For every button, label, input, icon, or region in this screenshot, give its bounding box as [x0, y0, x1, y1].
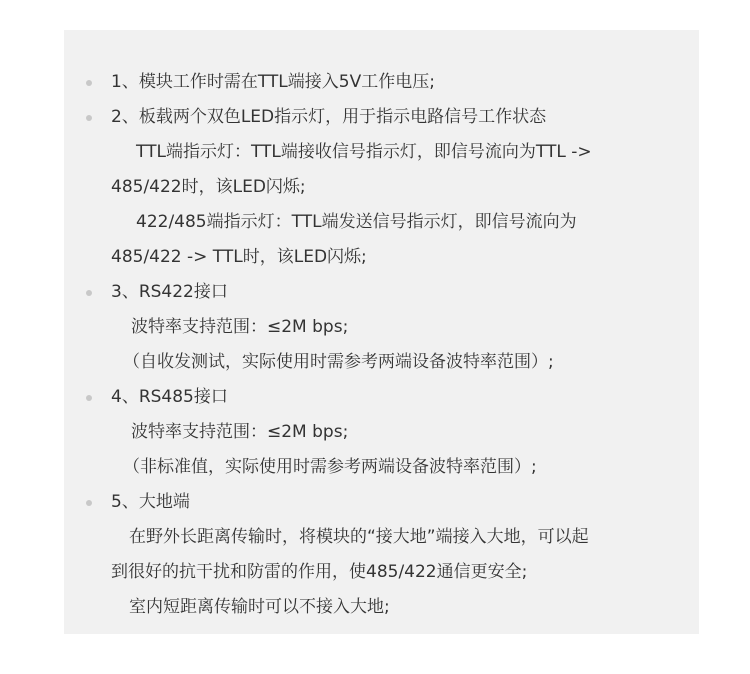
list-item-text: 485/422 -> TTL时，该LED闪烁; [111, 247, 367, 267]
list-item-text: 室内短距离传输时可以不接入大地; [129, 597, 390, 617]
list-item-heading: 2、板载两个双色LED指示灯，用于指示电路信号工作状态 [111, 107, 547, 127]
list-item-heading: 3、RS422接口 [111, 282, 228, 302]
list-item-power [64, 65, 699, 100]
bullet-icon [86, 500, 92, 506]
list-item-text: （自收发测试，实际使用时需参考两端设备波特率范围）; [123, 352, 554, 372]
list-item-text: 在野外长距离传输时，将模块的“接大地”端接入大地，可以起 [129, 527, 589, 547]
list-item-text: （非标准值，实际使用时需参考两端设备波特率范围）; [123, 457, 537, 477]
list-item-ground [64, 485, 699, 625]
list-item-text: 485/422时，该LED闪烁; [111, 177, 306, 197]
list-item-led [64, 100, 699, 275]
spec-notes-list [64, 72, 699, 625]
list-item-text: 波特率支持范围：≤2M bps; [131, 317, 349, 337]
bullet-icon [86, 290, 92, 296]
list-item-rs422 [64, 275, 699, 380]
list-item-text: 波特率支持范围：≤2M bps; [131, 422, 349, 442]
list-item-text: TTL端指示灯：TTL端接收信号指示灯，即信号流向为TTL -> [136, 142, 592, 162]
list-item-text: 到很好的抗干扰和防雷的作用，使485/422通信更安全; [111, 562, 528, 582]
bullet-icon [86, 80, 92, 86]
spec-notes-panel [64, 30, 699, 634]
list-item-heading: 4、RS485接口 [111, 387, 228, 407]
list-item-text: 422/485端指示灯：TTL端发送信号指示灯，即信号流向为 [136, 212, 577, 232]
list-item-rs485 [64, 380, 699, 485]
bullet-icon [86, 115, 92, 121]
bullet-icon [86, 395, 92, 401]
list-item-heading: 5、大地端 [111, 492, 190, 512]
list-item-text: 1、模块工作时需在TTL端接入5V工作电压; [111, 72, 435, 92]
